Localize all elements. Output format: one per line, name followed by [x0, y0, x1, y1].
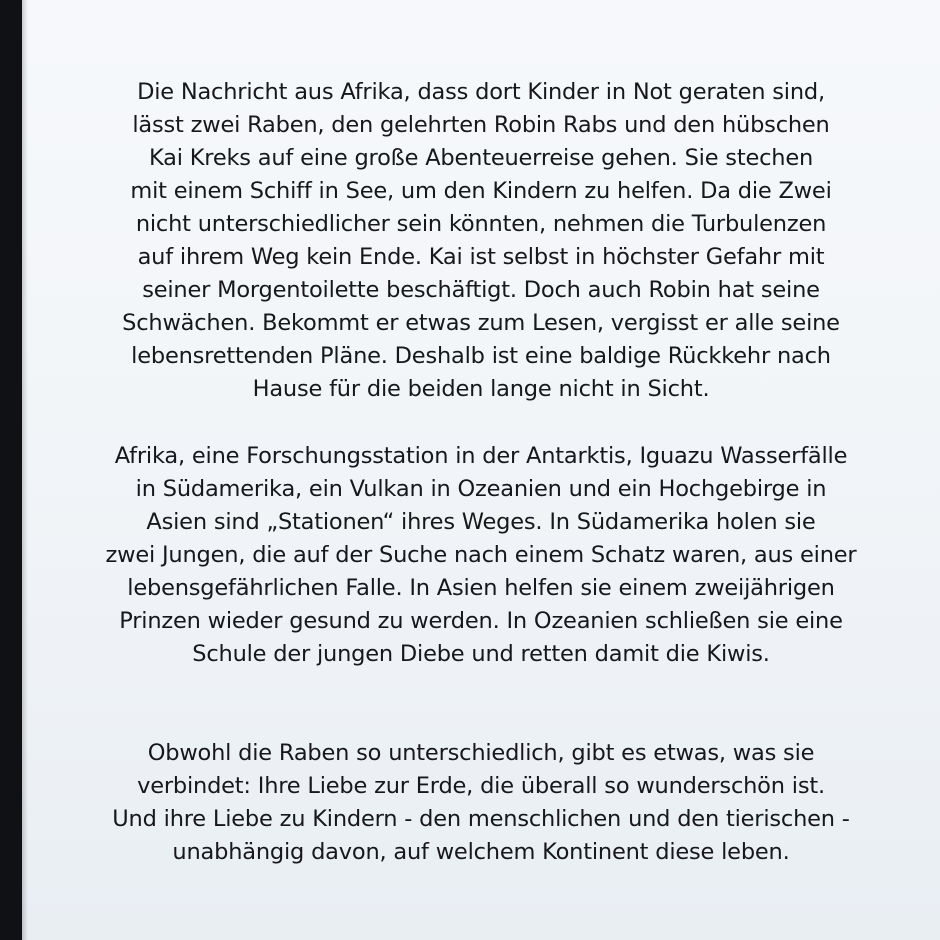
text-line: Asien sind „Stationen“ ihres Weges. In Südamerika holen sie	[146, 509, 816, 535]
text-line: Schule der jungen Diebe und retten damit die Kiwis.	[192, 641, 770, 667]
text-line: Prinzen wieder gesund zu werden. In Ozeanien schließen sie eine	[119, 608, 843, 634]
text-line: Hause für die beiden lange nicht in Sicht.	[252, 376, 710, 402]
paragraph-3	[22, 737, 940, 869]
paragraph-1	[22, 76, 940, 406]
text-line: Und ihre Liebe zu Kindern - den menschlichen und den tierischen -	[112, 806, 850, 832]
text-line: Afrika, eine Forschungsstation in der Antarktis, Iguazu Wasserfälle	[114, 443, 848, 469]
book-back-cover	[22, 0, 940, 940]
text-line: lässt zwei Raben, den gelehrten Robin Rabs und den hübschen	[132, 112, 830, 138]
text-line: Schwächen. Bekommt er etwas zum Lesen, vergisst er alle seine	[122, 310, 840, 336]
text-line: mit einem Schiff in See, um den Kindern zu helfen. Da die Zwei	[130, 178, 832, 204]
text-line: auf ihrem Weg kein Ende. Kai ist selbst in höchster Gefahr mit	[137, 244, 825, 270]
text-line: lebensrettenden Pläne. Deshalb ist eine baldige Rückkehr nach	[131, 343, 831, 369]
text-line: Obwohl die Raben so unterschiedlich, gibt es etwas, was sie	[147, 740, 815, 766]
text-line: lebensgefährlichen Falle. In Asien helfen sie einem zweijährigen	[127, 575, 835, 601]
text-line: verbindet: Ihre Liebe zur Erde, die überall so wunderschön ist.	[137, 773, 825, 799]
paragraph-2	[22, 440, 940, 671]
text-line: Die Nachricht aus Afrika, dass dort Kinder in Not geraten sind,	[137, 79, 825, 105]
text-line: seiner Morgentoilette beschäftigt. Doch auch Robin hat seine	[142, 277, 820, 303]
text-line: nicht unterschiedlicher sein könnten, nehmen die Turbulenzen	[135, 211, 827, 237]
text-line: Kai Kreks auf eine große Abenteuerreise gehen. Sie stechen	[148, 145, 814, 171]
text-line: unabhängig davon, auf welchem Kontinent diese leben.	[172, 839, 790, 865]
text-line: in Südamerika, ein Vulkan in Ozeanien und ein Hochgebirge in	[135, 476, 827, 502]
text-line: zwei Jungen, die auf der Suche nach einem Schatz waren, aus einer	[105, 542, 857, 568]
